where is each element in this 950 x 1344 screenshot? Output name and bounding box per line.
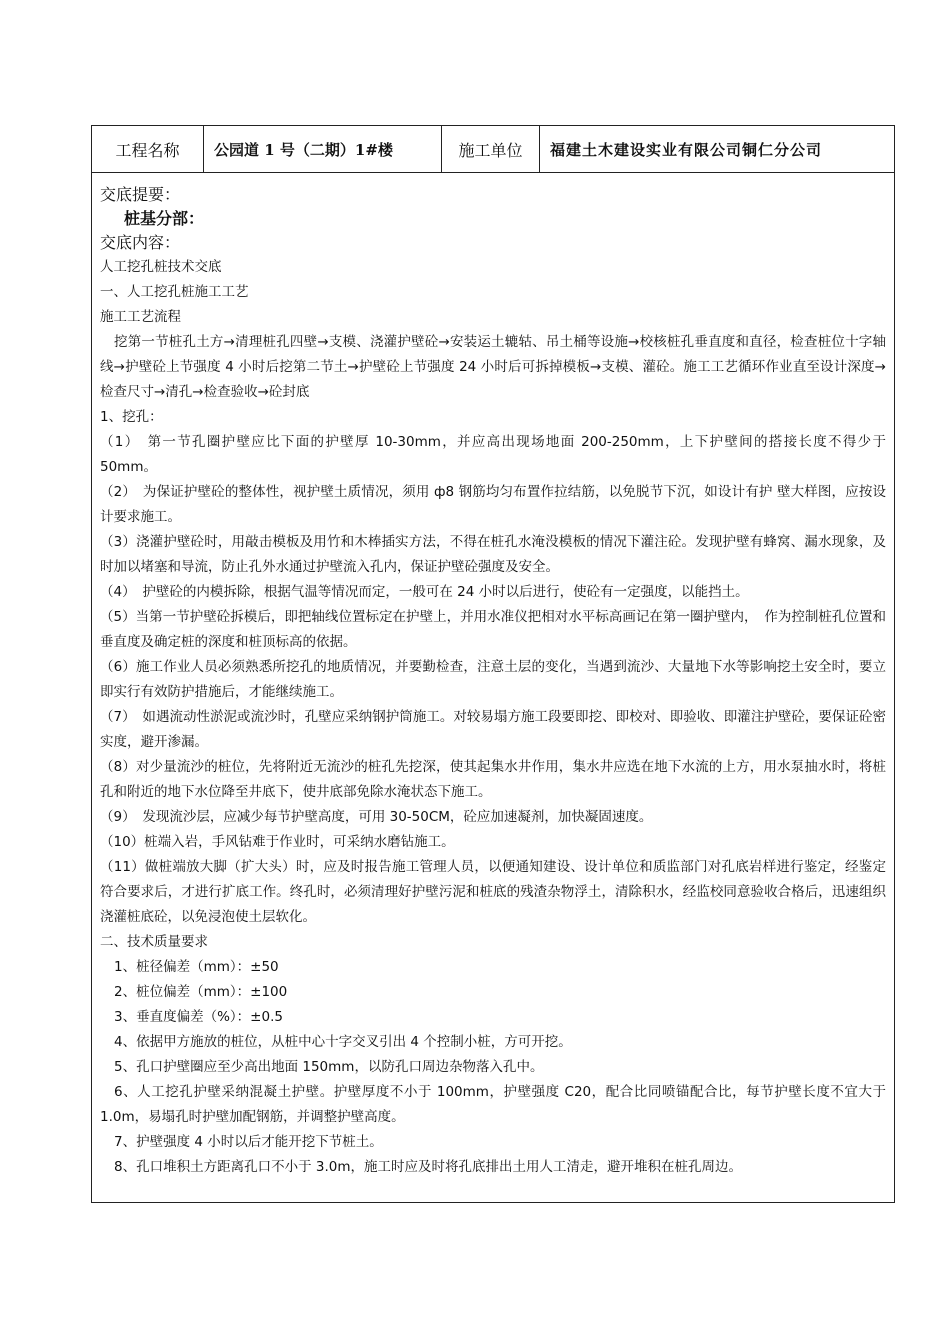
dig-item: （1） 第一节孔圈护壁应比下面的护壁厚 10-30mm，并应高出现场地面 200-250mm，上下护壁间的搭接长度不得少于 50mm。 [100, 434, 886, 475]
dig-item: （2） 为保证护壁砼的整体性，视护壁土质情况，须用 ф8 钢筋均匀布置作拉结筋，以免脱节下沉，如设计有护 壁大样图，应按设计要求施工。 [100, 484, 886, 525]
section2-title: 二、技术质量要求 [100, 934, 208, 950]
quality-item: 8、孔口堆积土方距离孔口不小于 3.0m，施工时应及时将孔底排出土用人工清走，避开堆积在桩孔周边。 [114, 1159, 742, 1175]
dig-item: （7） 如遇流动性淤泥或流沙时，孔壁应采纳钢护筒施工。对较易塌方施工段要即挖、即校对、即验收、即灌注护壁砼，要保证砼密实度，避开渗漏。 [100, 709, 886, 750]
content-label: 交底内容： [100, 233, 181, 252]
construction-unit-value: 福建土木建设实业有限公司铜仁分公司 [550, 140, 823, 159]
summary-value: 桩基分部： [124, 209, 205, 228]
quality-item: 1、桩径偏差（mm）：±50 [114, 959, 279, 975]
project-name-value: 公园道 1 号（二期）1#楼 [204, 126, 442, 172]
quality-item: 5、孔口护壁圈应至少高出地面 150mm，以防孔口周边杂物落入孔中。 [114, 1059, 544, 1075]
dig-item: （5）当第一节护壁砼拆模后，即把轴线位置标定在护壁上，并用水准仪把相对水平标高画记在第一圈护壁内， 作为控制桩孔位置和垂直度及确定桩的深度和桩顶标高的依据。 [100, 609, 886, 650]
quality-item: 6、人工挖孔护壁采纳混凝土护壁。护壁厚度不小于 100mm，护壁强度 C20，配合比同喷锚配合比，每节护壁长度不宜大于 1.0m，易塌孔时护壁加配钢筋，并调整护壁高度。 [100, 1084, 886, 1125]
header-row [92, 126, 894, 173]
dig-title: 1、挖孔： [100, 409, 163, 425]
section1-title: 一、人工挖孔桩施工工艺 [100, 284, 249, 300]
quality-item: 7、护壁强度 4 小时以后才能开挖下节桩土。 [114, 1134, 383, 1150]
doc-title: 人工挖孔桩技术交底 [100, 259, 222, 275]
flow-text: 挖第一节桩孔土方→清理桩孔四壁→支模、浇灌护壁砼→安装运土辘轱、吊土桶等设施→校核桩孔垂直度和直径，检查桩位十字轴线→护壁砼上节强度 4 小时后挖第二节土→护壁砼上节强度 24 小时后可拆掉模板→支模、灌砼。施工工艺循环作业直至设计深度→检查尺寸→清孔→检查验收→砼封底 [100, 334, 886, 400]
dig-item: （9） 发现流沙层，应减少每节护壁高度，可用 30-50CM，砼应加速凝剂，加快凝固速度。 [100, 809, 653, 825]
dig-item: （8）对少量流沙的桩位，先将附近无流沙的桩孔先挖深，使其起集水井作用，集水井应选在地下水流的上方，用水泵抽水时，将桩孔和附近的地下水位降至井底下，使井底部免除水淹状态下施工。 [100, 759, 886, 800]
dig-item: （4） 护壁砼的内模拆除，根据气温等情况而定，一般可在 24 小时以后进行，使砼有一定强度，以能挡土。 [100, 584, 749, 600]
disclosure-body [92, 173, 894, 1180]
quality-item: 3、垂直度偏差（%）：±0.5 [114, 1009, 283, 1025]
quality-item: 2、桩位偏差（mm）：±100 [114, 984, 288, 1000]
disclosure-form [91, 125, 895, 1203]
dig-item: （10）桩端入岩，手风钻难于作业时，可采纳水磨钻施工。 [100, 834, 455, 850]
project-name-label: 工程名称 [92, 126, 204, 172]
dig-item: （6）施工作业人员必须熟悉所挖孔的地质情况，并要勤检查，注意土层的变化，当遇到流沙、大量地下水等影响挖土安全时，要立即实行有效防护措施后，才能继续施工。 [100, 659, 886, 700]
flow-title: 施工工艺流程 [100, 309, 181, 325]
dig-item: （11）做桩端放大脚（扩大头）时，应及时报告施工管理人员，以便通知建设、设计单位和质监部门对孔底岩样进行鉴定，经鉴定符合要求后，才进行扩底工作。终孔时，必须清理好护壁污泥和桩底的残渣杂物浮土，清除积水，经监校同意验收合格后，迅速组织浇灌桩底砼，以免浸泡使土层软化。 [100, 859, 886, 925]
dig-item: （3）浇灌护壁砼时，用敲击模板及用竹和木棒插实方法，不得在桩孔水淹没模板的情况下灌注砼。发现护壁有蜂窝、漏水现象，及时加以堵塞和导流，防止孔外水通过护壁流入孔内，保证护壁砼强度及安全。 [100, 534, 886, 575]
quality-item: 4、依据甲方施放的桩位，从桩中心十字交叉引出 4 个控制小桩，方可开挖。 [114, 1034, 572, 1050]
summary-label: 交底提要： [100, 185, 181, 204]
construction-unit-label: 施工单位 [442, 126, 540, 172]
